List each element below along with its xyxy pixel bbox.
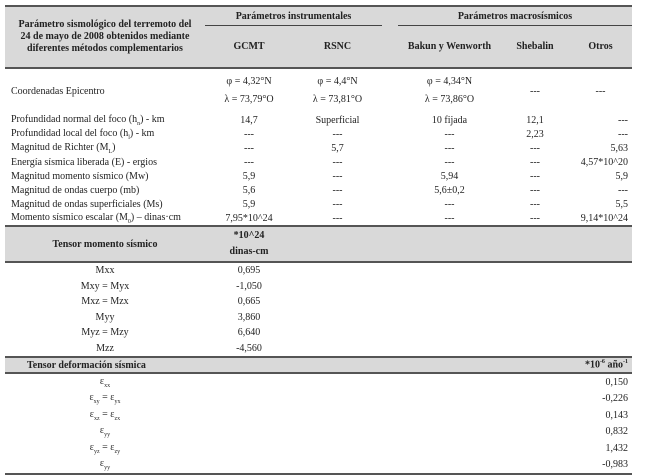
cell: Superficial — [315, 114, 360, 126]
cell: --- — [530, 85, 540, 97]
moment-row — [5, 325, 632, 341]
value: 0,832 — [605, 426, 628, 438]
row-label: Magnitud de ondas superficiales (Ms) — [11, 198, 163, 210]
col-shebalin: Shebalin — [516, 41, 554, 52]
cell: --- — [530, 170, 540, 182]
moment-header-row — [5, 226, 632, 262]
strain-row — [5, 391, 632, 408]
strain-row — [5, 424, 632, 441]
cell: φ = 4,34°N — [426, 76, 473, 87]
value: 3,860 — [237, 311, 261, 323]
cell: 5,6±0,2 — [434, 184, 465, 196]
table-row — [5, 141, 632, 155]
cell: --- — [444, 156, 455, 168]
cell: λ = 73,79°O — [224, 94, 274, 105]
moment-unit: dinas-cm — [229, 246, 269, 257]
cell: 5,63 — [610, 142, 628, 154]
cell: λ = 73,86°O — [424, 94, 475, 105]
cell: --- — [332, 170, 343, 182]
cell: --- — [332, 184, 343, 196]
strain-row — [5, 407, 632, 424]
table-row — [5, 155, 632, 169]
row-label: Magnitud de ondas cuerpo (mb) — [11, 184, 140, 196]
cell: 5,5 — [615, 198, 628, 210]
cell: --- — [530, 212, 540, 224]
strain-title: Tensor deformación sísmica — [27, 359, 146, 371]
cell: 4,57*10^20 — [580, 156, 628, 168]
row-label: Magnitud momento sísmico (Mw) — [11, 170, 149, 182]
strain-row — [5, 373, 632, 391]
cell: 5,7 — [331, 142, 344, 154]
cell: --- — [332, 128, 343, 140]
moment-unit-power: *10^24 — [233, 230, 265, 241]
cell: 7,95*10^24 — [225, 212, 273, 224]
cell: --- — [530, 142, 540, 154]
row-label: Profundidad local del foco $(h_l)$ - km — [11, 127, 155, 141]
cell: --- — [244, 128, 254, 140]
cell: 12,1 — [526, 114, 544, 126]
cell: --- — [618, 114, 628, 126]
table-row — [5, 183, 632, 197]
component: $\varepsilon_{xx}$ — [99, 375, 111, 389]
cell: --- — [444, 198, 455, 210]
row-label: Coordenadas Epicentro — [11, 85, 105, 97]
macro-header: Parámetros macrosísmicos — [398, 6, 632, 26]
row-label: Energía sísmica liberada (E) - ergios — [11, 156, 157, 168]
moment-row — [5, 341, 632, 358]
value: -0,983 — [602, 459, 628, 471]
row-label: Momento sísmico escalar $(M_0)$ – dinas·cm — [11, 211, 181, 225]
cell: --- — [618, 128, 628, 140]
component: Mxy = Myx — [80, 280, 130, 292]
param-header: Parámetro sismológico del terremoto del 24 de mayo de 2008 obtenidos mediante diferentes métodos complementarios — [18, 19, 192, 54]
cell: φ = 4,4°N — [317, 76, 358, 87]
cell: --- — [530, 198, 540, 210]
table-row — [5, 113, 632, 127]
strain-unit: $*10^{-6}$ año$^{-1}$ — [584, 359, 628, 371]
value: -0,226 — [602, 393, 628, 405]
value: 1,432 — [605, 442, 628, 454]
cell: --- — [332, 212, 343, 224]
cell: --- — [530, 184, 540, 196]
value: -4,560 — [236, 342, 262, 354]
value: 0,150 — [605, 376, 628, 388]
cell: --- — [444, 128, 455, 140]
component: Mxx — [95, 265, 115, 277]
component: $\varepsilon_{xy} = \varepsilon_{yx}$ — [89, 392, 121, 406]
table-row — [5, 197, 632, 211]
cell: 14,7 — [240, 114, 258, 126]
header-row — [5, 6, 632, 26]
component: Myy — [95, 311, 115, 323]
row-label: Profundidad normal del foco $(h_n)$ - km — [11, 113, 165, 127]
cell: --- — [530, 156, 540, 168]
table-row — [5, 211, 632, 226]
value: 0,695 — [237, 265, 261, 277]
cell: 2,23 — [526, 128, 544, 140]
component: $\varepsilon_{xz} = \varepsilon_{zx}$ — [89, 408, 121, 422]
seismic-parameters-table — [5, 5, 632, 475]
cell: --- — [444, 142, 455, 154]
value: -1,050 — [236, 280, 262, 292]
instrumental-header: Parámetros instrumentales — [205, 6, 382, 26]
strain-row — [5, 457, 632, 475]
cell: --- — [244, 156, 254, 168]
cell: --- — [332, 156, 343, 168]
cell: 5,94 — [440, 170, 459, 182]
moment-row — [5, 294, 632, 310]
col-bakun: Bakun y Wenworth — [407, 41, 492, 52]
cell: --- — [244, 142, 254, 154]
cell: 10 fijada — [431, 114, 468, 126]
col-gcmt: GCMT — [233, 41, 265, 52]
cell: 5,9 — [242, 170, 256, 182]
col-otros: Otros — [588, 41, 613, 52]
table-row — [5, 127, 632, 141]
cell: --- — [332, 198, 343, 210]
strain-row — [5, 440, 632, 457]
component: $\varepsilon_{yz} = \varepsilon_{zy}$ — [89, 441, 121, 455]
strain-header-row — [5, 357, 632, 373]
cell: 9,14*10^24 — [580, 212, 628, 224]
col-rsnc: RSNC — [323, 41, 352, 52]
cell: 5,9 — [615, 170, 628, 182]
value: 0,665 — [237, 296, 261, 308]
cell: 5,6 — [242, 184, 256, 196]
component: Mxz = Mzx — [81, 296, 129, 308]
coords-row — [5, 68, 632, 113]
value: 0,143 — [605, 409, 628, 421]
moment-title: Tensor momento sísmico — [52, 238, 158, 250]
moment-row — [5, 310, 632, 326]
component: Myz = Mzy — [81, 327, 129, 339]
component: $\varepsilon_{yy}$ — [99, 425, 111, 439]
moment-row — [5, 262, 632, 279]
cell: --- — [618, 184, 628, 196]
cell: λ = 73,81°O — [312, 94, 363, 105]
cell: --- — [444, 212, 455, 224]
component: $\varepsilon_{yy}$ — [99, 458, 111, 472]
moment-row — [5, 279, 632, 295]
cell: φ = 4,32°N — [226, 76, 272, 87]
table-row — [5, 169, 632, 183]
value: 6,640 — [237, 327, 261, 339]
cell: --- — [595, 85, 606, 97]
row-label: Magnitud de Richter $(M_L)$ — [11, 141, 116, 155]
component: Mzz — [96, 342, 114, 354]
cell: 5,9 — [242, 198, 256, 210]
